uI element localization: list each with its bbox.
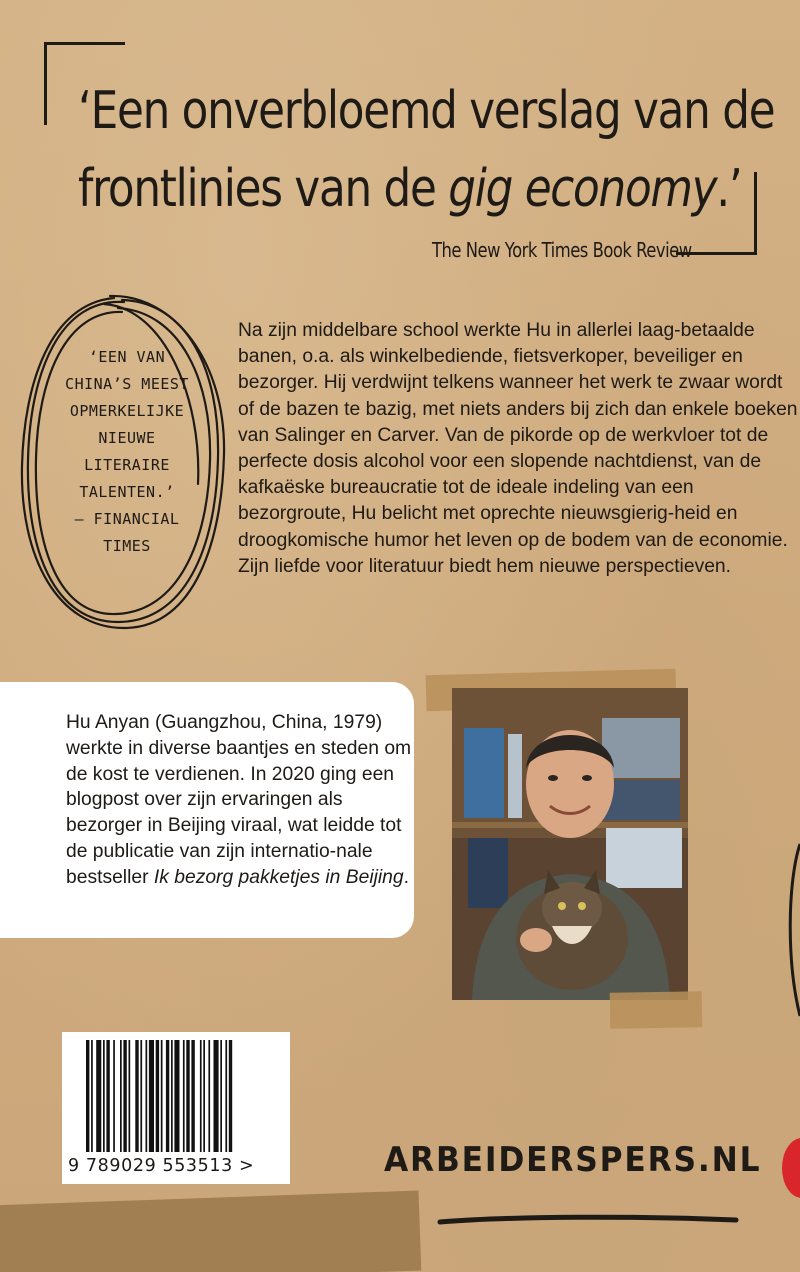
side-quote-line: NIEUWE	[98, 429, 156, 447]
side-quote-line: LITERAIRE	[84, 456, 170, 474]
isbn-digits: 9 789029 553513 >	[68, 1156, 255, 1176]
publisher-url: ARBEIDERSPERS.NL	[384, 1140, 762, 1180]
side-quote	[52, 344, 202, 560]
side-quote-line: TIMES	[103, 537, 151, 555]
author-bio: Hu Anyan (Guangzhou, China, 1979) werkte in diverse baantjes en steden om de kost te verdienen. In 2020 ging een blogpost over zijn ervaringen als bezorger in Beijing viraal, wat leidde tot de publicatie van zijn internatio-nale bestseller Ik bezorg pakketjes in Beijing.	[66, 712, 412, 888]
headline-quote-line-1: ‘Een onverbloemd verslag van de	[78, 81, 775, 141]
quote-source: The New York Times Book Review	[432, 238, 692, 262]
tape-strip	[610, 991, 703, 1029]
side-quote-line: CHINA’S MEEST	[65, 375, 189, 393]
author-photo	[452, 688, 688, 1000]
side-quote-line: OPMERKELIJKE	[69, 402, 185, 420]
tape-strip	[0, 1191, 421, 1272]
book-title: Ik bezorg pakketjes in Beijing	[153, 866, 404, 888]
hand-drawn-underline-icon	[436, 1210, 744, 1230]
red-logo-mark	[782, 1138, 800, 1198]
book-blurb: Na zijn middelbare school werkte Hu in allerlei laag-betaalde banen, o.a. als winkelbediende, fietsverkoper, beveiliger en bezorger. Hij verdwijnt telkens wanneer het werk te zwaar wordt of de bazen te bazig, met niets anders bij zich dan enkele boeken van Salinger en Carver. Van de pikorde op de werkvloer tot de perfecte dosis alcohol voor een slopende nachtdienst, van de kafkaëske bureaucratie tot de ideale indeling van een bezorgroute, Hu belicht met oprechte nieuwsgierig-heid en droogkomische humor het leven op de bodem van de economie. Zijn liefde voor literatuur biedt hem nieuwe perspectieven.	[238, 320, 798, 577]
gig-economy-emphasis: gig economy	[448, 159, 717, 219]
edge-curve-icon	[770, 840, 800, 1020]
isbn-barcode	[62, 1032, 290, 1184]
side-quote-line: – FINANCIAL	[74, 510, 180, 528]
headline-quote-line-2: frontlinies van de gig economy.’	[78, 159, 742, 219]
headline-quote	[78, 72, 775, 228]
side-quote-line: TALENTEN.’	[79, 483, 175, 501]
barcode-bars	[86, 1040, 272, 1152]
side-quote-line: ‘EEN VAN	[88, 348, 166, 366]
